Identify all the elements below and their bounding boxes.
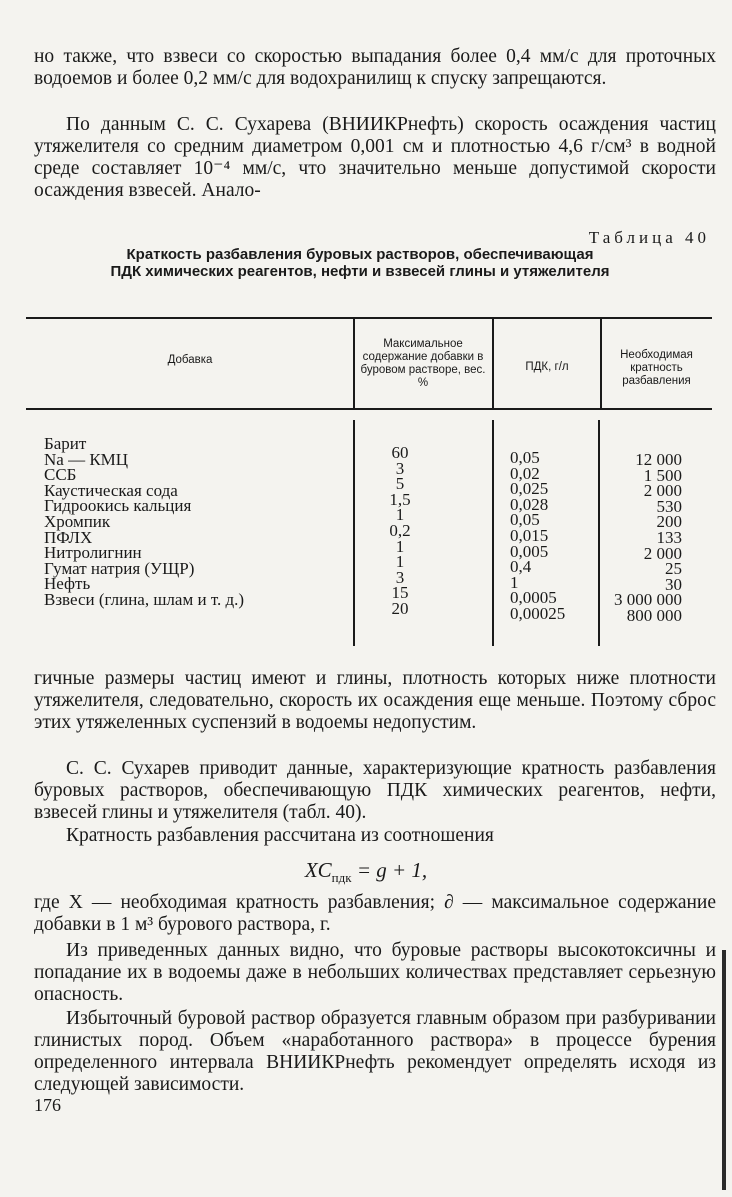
cell-max: 5 <box>395 474 405 494</box>
cell-dilution: 200 <box>656 512 682 532</box>
divider <box>492 420 494 646</box>
cell-additive: Гидроокись кальция <box>44 496 192 516</box>
table-header-rule <box>26 408 712 410</box>
paragraph-6: где X — необходимая кратность разбавления; ∂ — максимальное содержание добавки в 1 м³ бурового раствора, г. <box>34 892 716 935</box>
cell-additive: Гумат натрия (УЩР) <box>44 558 195 578</box>
cell-additive: Каустическая сода <box>44 480 178 500</box>
cell-max: 1 <box>395 505 405 525</box>
cell-additive: Нитролигнин <box>44 543 142 563</box>
cell-pdk: 0,00025 <box>510 603 566 623</box>
cell-pdk: 0,015 <box>510 525 549 545</box>
cell-pdk: 0,05 <box>510 448 540 467</box>
cell-additive: ПФЛХ <box>44 527 93 547</box>
cell-max: 1,5 <box>389 489 411 509</box>
paragraph-4: С. С. Сухарев приводит данные, характеризующие кратность разбавления буровых растворов, обеспечивающую ПДК химических реагентов, нефти, взвесей глины и утяжелителя (табл. 40). <box>34 758 716 823</box>
column-dilution <box>590 452 682 624</box>
cell-additive: Хромпик <box>44 511 111 531</box>
header-dilution: Необходимая кратность разбавления <box>620 349 693 387</box>
table-title: Краткость разбавления буровых растворов, обеспечивающая ПДК химических реагентов, нефти и взвесей глины и утяжелителя <box>110 246 610 280</box>
cell-dilution: 133 <box>656 527 682 547</box>
paragraph-8: Избыточный буровой раствор образуется главным образом при разбуривании глинистых пород. Объем «наработанного раствора» в процессе бурения определенного интервала ВНИИКРнефть рекомендует определять исходя из следующей зависимости. <box>34 1008 716 1095</box>
table-number: Таблица 40 <box>588 228 710 247</box>
cell-dilution: 30 <box>665 574 682 594</box>
column-max-content <box>360 445 440 617</box>
cell-pdk: 0,005 <box>510 541 549 561</box>
cell-pdk: 0,025 <box>510 479 549 499</box>
divider <box>492 318 494 408</box>
paragraph-1: но также, что взвеси со скоростью выпадания более 0,4 мм/с для проточных водоемов и более 0,2 мм/с для водохранилищ к спуску запрещаются. <box>34 46 716 89</box>
cell-additive: Na — КМЦ <box>44 449 129 469</box>
scan-edge <box>722 950 726 1190</box>
cell-pdk: 0,028 <box>510 494 549 514</box>
cell-additive: Взвеси (глина, шлам и т. д.) <box>44 589 245 609</box>
cell-max: 3 <box>395 567 405 587</box>
cell-dilution: 2 000 <box>643 481 682 501</box>
table-top-rule <box>26 317 712 319</box>
cell-pdk: 1 <box>510 572 519 592</box>
cell-pdk: 0,02 <box>510 463 540 483</box>
cell-max: 0,2 <box>389 520 411 540</box>
header-max-content: Максимальное содержание добавки в буровом растворе, вес. % <box>360 338 486 389</box>
divider <box>353 318 355 408</box>
cell-max: 1 <box>395 536 405 556</box>
paragraph-2: По данным С. С. Сухарева (ВНИИКРнефть) скорость осаждения частиц утяжелителя со средним диаметром 0,001 см и плотностью 4,6 г/см³ в водной среде составляет 10⁻⁴ мм/с, что значительно меньше допустимой скорости осаждения взвесей. Анало- <box>34 114 716 201</box>
column-pdk <box>510 450 565 622</box>
cell-dilution: 3 000 000 <box>614 590 682 610</box>
formula-subscript: пдк <box>331 870 352 886</box>
paragraph-7: Из приведенных данных видно, что буровые растворы высокотоксичны и попадание их в водоемы даже в небольших количествах представляет серьезную опасность. <box>34 940 716 1005</box>
column-additive <box>44 436 244 608</box>
cell-pdk: 0,0005 <box>510 588 557 608</box>
cell-additive: Нефть <box>44 574 91 594</box>
formula-rhs: = g + 1, <box>351 858 428 882</box>
header-additive: Добавка <box>167 354 213 366</box>
cell-pdk: 0,4 <box>510 557 532 577</box>
cell-dilution: 2 000 <box>643 543 682 563</box>
header-pdk: ПДК, г/л <box>525 361 569 373</box>
cell-dilution: 12 000 <box>635 450 682 469</box>
cell-dilution: 530 <box>656 496 682 516</box>
cell-dilution: 25 <box>665 559 682 579</box>
divider <box>600 318 602 408</box>
page-number: 176 <box>34 1095 61 1115</box>
cell-pdk: 0,05 <box>510 510 540 530</box>
cell-max: 60 <box>391 443 409 462</box>
formula-lhs: XC <box>304 858 332 882</box>
cell-max: 3 <box>395 458 405 478</box>
cell-max: 15 <box>391 583 409 603</box>
cell-max: 20 <box>391 598 409 618</box>
paragraph-5: Кратность разбавления рассчитана из соотношения <box>66 825 494 846</box>
divider <box>353 420 355 646</box>
cell-additive: Барит <box>44 434 87 453</box>
paragraph-3: гичные размеры частиц имеют и глины, плотность которых ниже плотности утяжелителя, следовательно, скорость их осаждения еще меньше. Поэтому сброс этих утяжеленных суспензий в водоемы недопустим. <box>34 668 716 733</box>
cell-additive: ССБ <box>44 465 77 485</box>
cell-max: 1 <box>395 552 405 572</box>
formula <box>0 858 732 886</box>
cell-dilution: 1 500 <box>643 465 682 485</box>
cell-dilution: 800 000 <box>626 605 682 625</box>
